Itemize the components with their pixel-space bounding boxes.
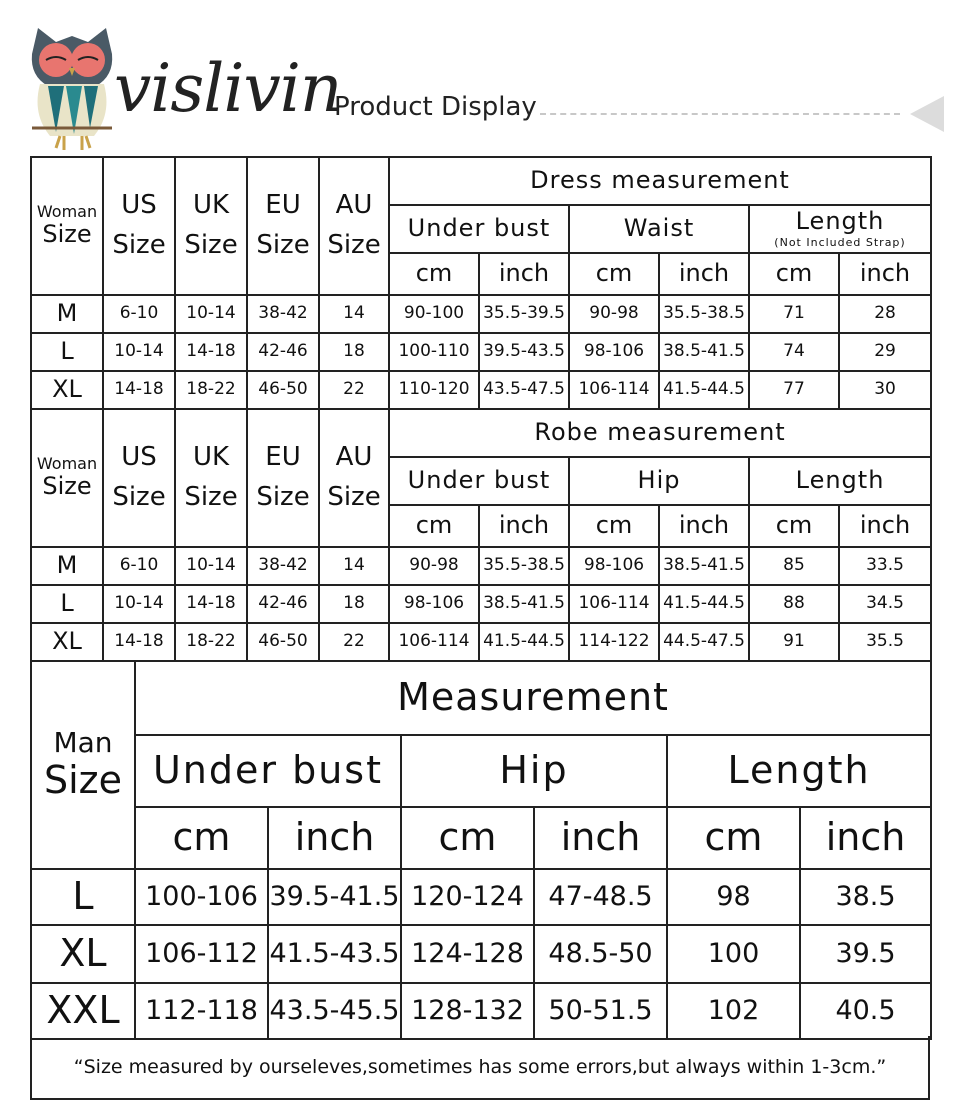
table-cell: 100-110 <box>389 333 479 371</box>
table-cell: 88 <box>749 585 839 623</box>
table-cell: 14-18 <box>103 623 175 661</box>
unit-header: inch <box>839 505 931 547</box>
table-cell: 22 <box>319 623 389 661</box>
size-label: XL <box>31 925 135 983</box>
table-cell: 106-114 <box>389 623 479 661</box>
hip-header: Hip <box>401 735 667 807</box>
table-cell: 14-18 <box>175 333 247 371</box>
woman-size-header: Woman Size <box>31 409 103 547</box>
table-cell: 39.5 <box>800 925 931 983</box>
table-cell: 120-124 <box>401 869 534 925</box>
table-cell: 33.5 <box>839 547 931 585</box>
size-label: M <box>31 547 103 585</box>
length-header: Length <box>667 735 931 807</box>
table-cell: 6-10 <box>103 295 175 333</box>
table-cell: 30 <box>839 371 931 409</box>
table-row <box>31 983 931 1039</box>
table-cell: 90-100 <box>389 295 479 333</box>
table-cell: 44.5-47.5 <box>659 623 749 661</box>
unit-header: cm <box>135 807 268 869</box>
table-cell: 14 <box>319 295 389 333</box>
table-cell: 14-18 <box>103 371 175 409</box>
hip-header: Hip <box>569 457 749 505</box>
table-cell: 42-46 <box>247 585 319 623</box>
man-size-table <box>30 660 932 1040</box>
table-cell: 39.5-43.5 <box>479 333 569 371</box>
us-size-header: US Size <box>103 157 175 295</box>
unit-header: cm <box>569 253 659 295</box>
header <box>0 0 960 155</box>
table-cell: 128-132 <box>401 983 534 1039</box>
table-row <box>31 623 931 661</box>
table-cell: 18-22 <box>175 371 247 409</box>
table-cell: 10-14 <box>175 547 247 585</box>
table-cell: 35.5-39.5 <box>479 295 569 333</box>
table-cell: 102 <box>667 983 800 1039</box>
table-cell: 90-98 <box>389 547 479 585</box>
table-cell: 38.5-41.5 <box>659 333 749 371</box>
table-cell: 85 <box>749 547 839 585</box>
table-cell: 50-51.5 <box>534 983 667 1039</box>
table-cell: 14-18 <box>175 585 247 623</box>
table-cell: 42-46 <box>247 333 319 371</box>
footer-note: “Size measured by ourseleves,sometimes has some errors,but always within 1-3cm.” <box>30 1036 930 1100</box>
table-cell: 106-114 <box>569 371 659 409</box>
eu-size-header: EU Size <box>247 409 319 547</box>
dress-measurement-title: Dress measurement <box>389 157 931 205</box>
table-cell: 74 <box>749 333 839 371</box>
table-cell: 100 <box>667 925 800 983</box>
robe-measurement-title: Robe measurement <box>389 409 931 457</box>
unit-header: inch <box>479 253 569 295</box>
unit-header: cm <box>401 807 534 869</box>
table-cell: 71 <box>749 295 839 333</box>
page-subtitle: Product Display <box>334 92 537 122</box>
table-cell: 10-14 <box>103 585 175 623</box>
table-cell: 41.5-43.5 <box>268 925 401 983</box>
man-size-header: Man Size <box>31 661 135 869</box>
table-cell: 40.5 <box>800 983 931 1039</box>
table-cell: 29 <box>839 333 931 371</box>
table-row <box>31 371 931 409</box>
under-bust-header: Under bust <box>135 735 401 807</box>
table-cell: 38.5-41.5 <box>659 547 749 585</box>
table-cell: 10-14 <box>175 295 247 333</box>
uk-size-header: UK Size <box>175 409 247 547</box>
table-cell: 38.5 <box>800 869 931 925</box>
table-cell: 124-128 <box>401 925 534 983</box>
table-row <box>31 585 931 623</box>
table-cell: 98-106 <box>569 333 659 371</box>
size-label: XL <box>31 371 103 409</box>
size-label: L <box>31 869 135 925</box>
unit-header: inch <box>534 807 667 869</box>
table-cell: 28 <box>839 295 931 333</box>
unit-header: cm <box>749 505 839 547</box>
us-size-header: US Size <box>103 409 175 547</box>
table-cell: 35.5 <box>839 623 931 661</box>
table-cell: 34.5 <box>839 585 931 623</box>
unit-header: inch <box>479 505 569 547</box>
unit-header: cm <box>667 807 800 869</box>
table-row <box>31 547 931 585</box>
table-cell: 114-122 <box>569 623 659 661</box>
table-cell: 43.5-45.5 <box>268 983 401 1039</box>
size-label: XXL <box>31 983 135 1039</box>
table-cell: 77 <box>749 371 839 409</box>
length-header: Length <box>749 457 931 505</box>
table-cell: 6-10 <box>103 547 175 585</box>
size-label: L <box>31 585 103 623</box>
table-cell: 46-50 <box>247 371 319 409</box>
table-cell: 98 <box>667 869 800 925</box>
table-cell: 41.5-44.5 <box>479 623 569 661</box>
table-cell: 38.5-41.5 <box>479 585 569 623</box>
table-cell: 22 <box>319 371 389 409</box>
unit-header: inch <box>268 807 401 869</box>
table-cell: 18 <box>319 333 389 371</box>
au-size-header: AU Size <box>319 157 389 295</box>
eu-size-header: EU Size <box>247 157 319 295</box>
dashed-divider <box>540 113 900 115</box>
table-cell: 14 <box>319 547 389 585</box>
table-cell: 90-98 <box>569 295 659 333</box>
table-cell: 39.5-41.5 <box>268 869 401 925</box>
waist-header: Waist <box>569 205 749 253</box>
table-cell: 110-120 <box>389 371 479 409</box>
unit-header: inch <box>659 253 749 295</box>
dress-size-table <box>30 156 932 410</box>
robe-size-table <box>30 408 932 662</box>
unit-header: cm <box>389 505 479 547</box>
table-cell: 38-42 <box>247 295 319 333</box>
table-cell: 41.5-44.5 <box>659 371 749 409</box>
table-cell: 10-14 <box>103 333 175 371</box>
table-row <box>31 333 931 371</box>
under-bust-header: Under bust <box>389 205 569 253</box>
woman-size-header: Woman Size <box>31 157 103 295</box>
unit-header: inch <box>659 505 749 547</box>
table-cell: 47-48.5 <box>534 869 667 925</box>
length-note: (Not Included Strap) <box>774 236 906 250</box>
table-cell: 112-118 <box>135 983 268 1039</box>
table-cell: 98-106 <box>569 547 659 585</box>
table-row <box>31 869 931 925</box>
table-cell: 46-50 <box>247 623 319 661</box>
unit-header: cm <box>749 253 839 295</box>
unit-header: inch <box>800 807 931 869</box>
table-cell: 106-112 <box>135 925 268 983</box>
size-label: L <box>31 333 103 371</box>
table-cell: 18-22 <box>175 623 247 661</box>
size-label: XL <box>31 623 103 661</box>
table-cell: 43.5-47.5 <box>479 371 569 409</box>
triangle-arrow-icon <box>910 96 944 132</box>
table-row <box>31 295 931 333</box>
length-header: Length (Not Included Strap) <box>749 205 931 253</box>
table-cell: 91 <box>749 623 839 661</box>
table-cell: 106-114 <box>569 585 659 623</box>
table-cell: 38-42 <box>247 547 319 585</box>
under-bust-header: Under bust <box>389 457 569 505</box>
owl-logo-icon <box>26 24 118 154</box>
measurement-title: Measurement <box>135 661 931 735</box>
unit-header: cm <box>389 253 479 295</box>
table-cell: 41.5-44.5 <box>659 585 749 623</box>
table-cell: 48.5-50 <box>534 925 667 983</box>
table-cell: 35.5-38.5 <box>479 547 569 585</box>
size-label: M <box>31 295 103 333</box>
table-row <box>31 925 931 983</box>
unit-header: cm <box>569 505 659 547</box>
table-cell: 98-106 <box>389 585 479 623</box>
unit-header: inch <box>839 253 931 295</box>
brand-name: vislivin <box>114 50 342 127</box>
uk-size-header: UK Size <box>175 157 247 295</box>
table-cell: 18 <box>319 585 389 623</box>
table-cell: 35.5-38.5 <box>659 295 749 333</box>
au-size-header: AU Size <box>319 409 389 547</box>
table-cell: 100-106 <box>135 869 268 925</box>
